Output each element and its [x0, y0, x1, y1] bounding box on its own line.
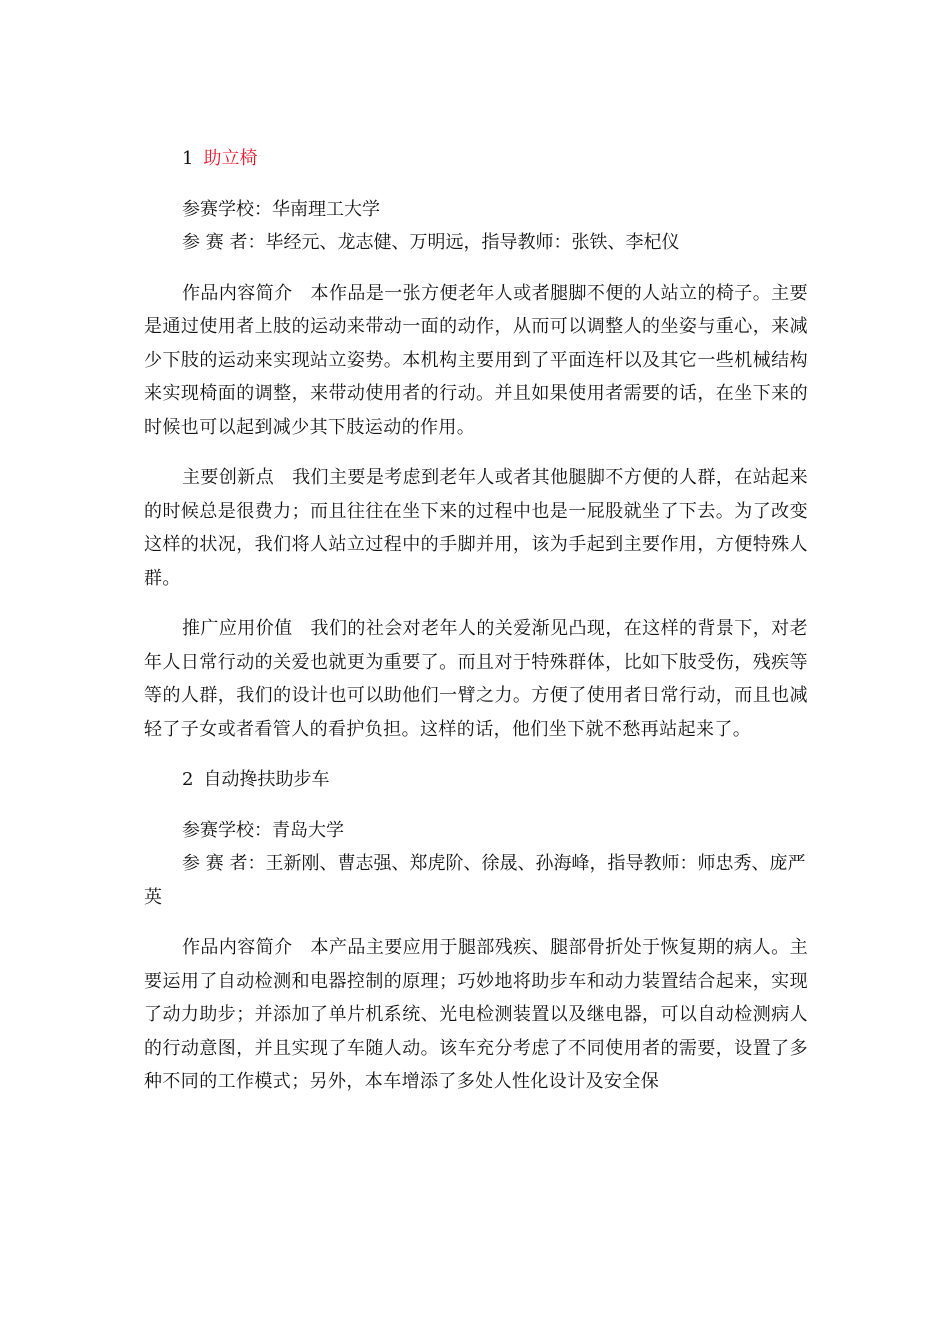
entry-1-intro-label: 作品内容简介: [182, 282, 293, 304]
entry-1-title: 助立椅: [203, 148, 258, 169]
entry-2-intro-label: 作品内容简介: [182, 937, 293, 958]
entry-2: [144, 763, 808, 1099]
entry-1-intro: [144, 277, 808, 445]
entry-1-value-label: 推广应用价值: [182, 618, 293, 639]
entry-2-intro: [144, 931, 808, 1099]
entry-1-value: [144, 612, 808, 746]
entry-1-intro-text: 本作品是一张方便老年人或者腿脚不便的人站立的椅子。主要是通过使用者上肢的运动来带动一面的动作，从而可以调整人的坐姿与重心，来减少下肢的运动来实现站立姿势。本机构主要用到了平面连杆以及其它一些机械结构来实现椅面的调整，来带动使用者的行动。并且如果使用者需要的话，在坐下来的时候也可以起到减少其下肢运动的作用。: [144, 282, 808, 438]
entry-1-innovation-text: 我们主要是考虑到老年人或者其他腿脚不方便的人群，在站起来的时候总是很费力；而且往往在坐下来的过程中也是一屁股就坐了下去。为了改变这样的状况，我们将人站立过程中的手脚并用，该为手起到主要作用，方便特殊人群。: [144, 467, 808, 589]
entry-2-title: 自动搀扶助步车: [203, 769, 330, 790]
entry-1-meta: [144, 193, 808, 260]
entry-1-school: 参赛学校：华南理工大学: [182, 198, 380, 220]
entry-1-heading: [182, 142, 808, 176]
entry-1: [144, 142, 808, 746]
entry-2-number: 2: [182, 769, 194, 790]
document-body: [144, 142, 808, 1099]
entry-1-number: 1: [182, 148, 194, 169]
entry-2-intro-text: 本产品主要应用于腿部残疾、腿部骨折处于恢复期的病人。主要运用了自动检测和电器控制的原理；巧妙地将助步车和动力装置结合起来，实现了动力助步；并添加了单片机系统、光电检测装置以及继电器，可以自动检测病人的行动意图，并且实现了车随人动。该车充分考虑了不同使用者的需要，设置了多种不同的工作模式；另外，本车增添了多处人性化设计及安全保: [144, 937, 808, 1092]
entry-1-participants: 参 赛 者：毕经元、龙志健、万明远，指导教师：张铁、李杞仪: [182, 232, 680, 253]
entry-2-heading: [182, 763, 808, 797]
entry-1-value-text: 我们的社会对老年人的关爱渐见凸现，在这样的背景下，对老年人日常行动的关爱也就更为重要了。而且对于特殊群体，比如下肢受伤，残疾等等的人群，我们的设计也可以助他们一臂之力。方便了使用者日常行动，而且也减轻了子女或者看管人的看护负担。这样的话，他们坐下就不愁再站起来了。: [144, 618, 808, 740]
entry-2-participants: 参 赛 者：王新刚、曹志强、郑虎阶、徐晟、孙海峰，指导教师：师忠秀、庞严英: [144, 853, 806, 908]
entry-2-school: 参赛学校：青岛大学: [182, 819, 344, 841]
entry-2-meta: [144, 814, 808, 915]
entry-1-innovation: [144, 461, 808, 595]
entry-1-innovation-label: 主要创新点: [182, 467, 275, 488]
